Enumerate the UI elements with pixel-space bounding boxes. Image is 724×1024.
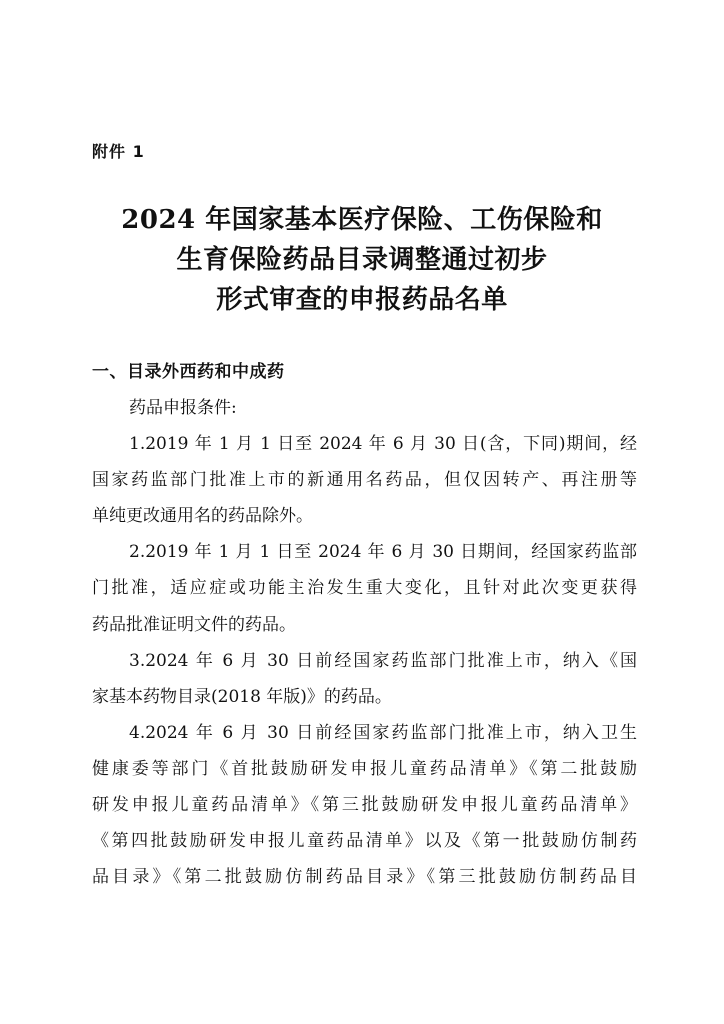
paragraph-line: 门批准，适应症或功能主治发生重大变化，且针对此次变更获得	[92, 578, 637, 599]
paragraph-line: 3.2024 年 6 月 30 日前经国家药监部门批准上市，纳入《国	[129, 650, 637, 671]
document-title	[0, 200, 724, 320]
paragraph-line: 1.2019 年 1 月 1 日至 2024 年 6 月 30 日(含，下同)期间，经	[129, 434, 637, 455]
title-line: 2024 年国家基本医疗保险、工伤保险和	[121, 205, 603, 235]
title-line: 形式审查的申报药品名单	[216, 285, 508, 315]
conditions-label: 药品申报条件:	[129, 398, 237, 418]
paragraph-line: 研发申报儿童药品清单》《第三批鼓励研发申报儿童药品清单》	[92, 795, 637, 816]
attachment-label: 附件 1	[92, 142, 145, 161]
paragraph-line: 单纯更改通用名的药品除外。	[92, 506, 313, 527]
paragraph-line: 国家药监部门批准上市的新通用名药品，但仅因转产、再注册等	[92, 470, 637, 491]
document-body	[92, 390, 637, 895]
paragraph-line: 家基本药物目录(2018 年版)》的药品。	[92, 686, 392, 707]
paragraph-line: 药品批准证明文件的药品。	[92, 614, 296, 635]
paragraph-line: 品目录》《第二批鼓励仿制药品目录》《第三批鼓励仿制药品目	[92, 867, 637, 888]
section-heading: 一、目录外西药和中成药	[92, 362, 285, 382]
paragraph-line: 《第四批鼓励研发申报儿童药品清单》以及《第一批鼓励仿制药	[92, 831, 637, 852]
title-line: 生育保险药品目录调整通过初步	[176, 245, 548, 275]
paragraph-line: 4.2024 年 6 月 30 日前经国家药监部门批准上市，纳入卫生	[129, 722, 637, 743]
paragraph-line: 2.2019 年 1 月 1 日至 2024 年 6 月 30 日期间，经国家药监部	[129, 542, 637, 563]
paragraph-line: 健康委等部门《首批鼓励研发申报儿童药品清单》《第二批鼓励	[92, 758, 637, 779]
